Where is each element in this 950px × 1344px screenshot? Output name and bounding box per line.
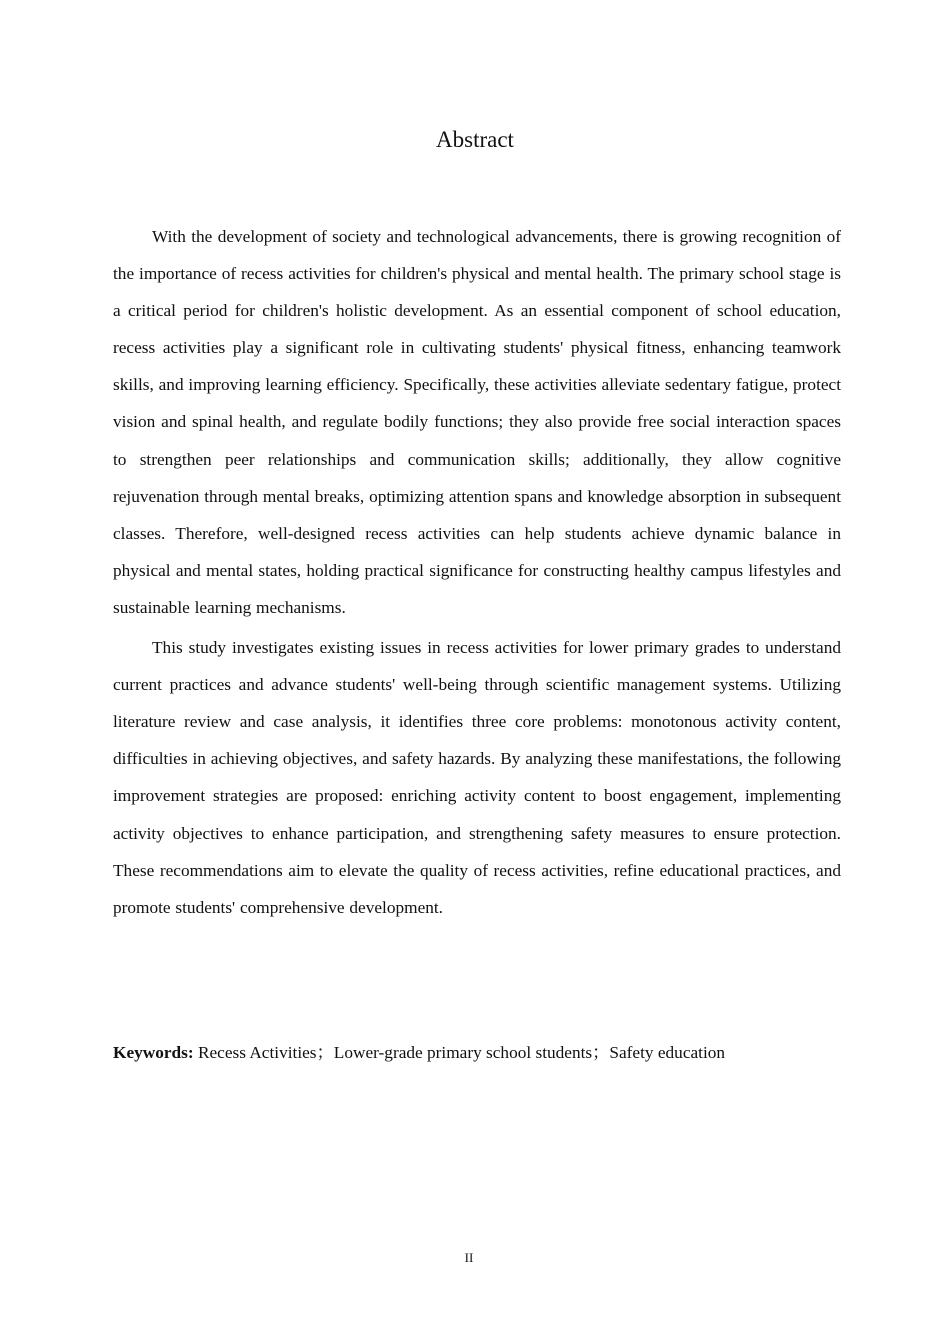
abstract-body [113,218,841,929]
keywords-label: Keywords: [113,1043,194,1062]
keywords-text: Recess Activities；Lower-grade primary school students；Safety education [197,1043,726,1062]
abstract-paragraph-1: With the development of society and technological advancements, there is growing recognition of the importance of recess activities for children's physical and mental health. The primary school stage is a critical period for children's holistic development. As an essential component of school education, recess activities play a significant role in cultivating students' physical fitness, enhancing teamwork skills, and improving learning efficiency. Specifically, these activities alleviate sedentary fatigue, protect vision and spinal health, and regulate bodily functions; they also provide free social interaction spaces to strengthen peer relationships and communication skills; additionally, they allow cognitive rejuvenation through mental breaks, optimizing attention spans and knowledge absorption in subsequent classes. Therefore, well-designed recess activities can help students achieve dynamic balance in physical and mental states, holding practical significance for constructing healthy campus lifestyles and sustainable learning mechanisms. [113,227,842,617]
abstract-title: Abstract [436,127,514,152]
page-number: II [464,1250,474,1265]
keywords-line [113,1037,873,1069]
abstract-paragraph-2: This study investigates existing issues in recess activities for lower primary grades to understand current practices and advance students' well-being through scientific management systems. Utilizing literature review and case analysis, it identifies three core problems: monotonous activity content, difficulties in achieving objectives, and safety hazards. By analyzing these manifestations, the following improvement strategies are proposed: enriching activity content to boost engagement, implementing activity objectives to enhance participation, and strengthening safety measures to ensure protection. These recommendations aim to elevate the quality of recess activities, refine educational practices, and promote students' comprehensive development. [113,638,841,917]
